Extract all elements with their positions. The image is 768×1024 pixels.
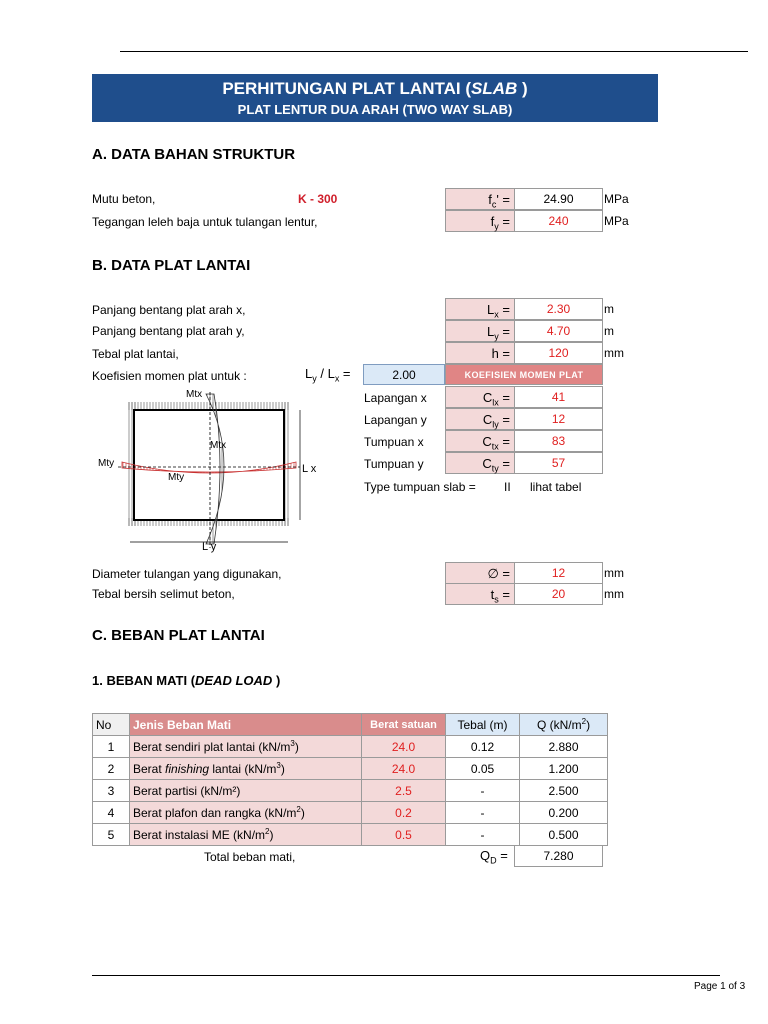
lx-unit: m xyxy=(604,302,614,316)
ts-unit: mm xyxy=(604,587,624,601)
ly-value[interactable]: 4.70 xyxy=(514,320,603,342)
cty-symbol: $C_{ty}$ = xyxy=(445,452,515,474)
diameter-symbol: ∅ = xyxy=(445,562,515,584)
fy-value[interactable]: 240 xyxy=(514,210,603,232)
fy-label: Tegangan leleh baja untuk tulangan lentur, xyxy=(92,215,318,229)
table-header-row xyxy=(93,714,608,736)
ly-label: Panjang bentang plat arah y, xyxy=(92,324,245,338)
lx-symbol: $L_x$ = xyxy=(445,298,515,320)
section-b-title: B. DATA PLAT LANTAI xyxy=(92,257,251,274)
header-tebal: Tebal (m) xyxy=(446,714,520,736)
qd-symbol: $Q_D$ = xyxy=(480,848,508,866)
page-number: Page 1 of 3 xyxy=(694,981,746,992)
table-row xyxy=(93,824,608,846)
table-row xyxy=(93,802,608,824)
koef-header: KOEFISIEN MOMEN PLAT xyxy=(445,364,603,385)
dead-load-table xyxy=(92,713,608,846)
slab-moment-diagram xyxy=(92,384,332,556)
ts-symbol: $t_s$ = xyxy=(445,583,515,605)
qd-value: 7.280 xyxy=(514,845,603,867)
mtx-mid-label: Mtx xyxy=(210,440,227,451)
fy-unit: MPa xyxy=(604,214,629,228)
table-row xyxy=(93,736,608,758)
row-no: 1 xyxy=(93,736,130,758)
type-tumpuan-note: lihat tabel xyxy=(530,480,582,494)
row-desc: Berat partisi (kN/m²) xyxy=(130,780,362,802)
total-beban-mati-label: Total beban mati, xyxy=(204,850,296,864)
row-q: 2.880 xyxy=(520,736,608,758)
clx-symbol: $C_{lx}$ = xyxy=(445,386,515,408)
coef-label-lapangan-x: Lapangan x xyxy=(364,391,427,405)
h-symbol: h = xyxy=(445,342,515,364)
ly-dim-label: L y xyxy=(202,541,217,553)
clx-value[interactable]: 41 xyxy=(514,386,603,408)
ctx-value[interactable]: 83 xyxy=(514,430,603,452)
diameter-label: Diameter tulangan yang digunakan, xyxy=(92,567,282,581)
title-banner xyxy=(92,74,658,122)
row-desc: Berat sendiri plat lantai $(kN/m^3)$ xyxy=(130,736,362,758)
fc-symbol: $f_c'$ = xyxy=(445,188,515,210)
row-berat[interactable]: 0.5 xyxy=(362,824,446,846)
selimut-label: Tebal bersih selimut beton, xyxy=(92,587,235,601)
h-value[interactable]: 120 xyxy=(514,342,603,364)
ctx-symbol: $C_{tx}$ = xyxy=(445,430,515,452)
row-no: 5 xyxy=(93,824,130,846)
row-q: 0.500 xyxy=(520,824,608,846)
row-berat[interactable]: 24.0 xyxy=(362,758,446,780)
row-q: 0.200 xyxy=(520,802,608,824)
ly-unit: m xyxy=(604,324,614,338)
mty-left-label: Mty xyxy=(98,458,115,469)
page-title: PERHITUNGAN PLAT LANTAI (SLAB ) xyxy=(222,79,528,98)
header-q: Q $(kN/m^2)$ xyxy=(520,714,608,736)
footer-rule xyxy=(92,975,720,976)
coef-label-tumpuan-x: Tumpuan x xyxy=(364,435,424,449)
row-berat[interactable]: 24.0 xyxy=(362,736,446,758)
page-subtitle: PLAT LENTUR DUA ARAH (TWO WAY SLAB) xyxy=(237,102,513,117)
row-tebal: - xyxy=(446,802,520,824)
coef-label-tumpuan-y: Tumpuan y xyxy=(364,457,424,471)
table-row xyxy=(93,758,608,780)
fy-symbol: $f_y$ = xyxy=(445,210,515,232)
header-rule xyxy=(120,51,748,52)
dead-load-title: 1. BEBAN MATI (DEAD LOAD ) xyxy=(92,673,281,688)
row-tebal: - xyxy=(446,824,520,846)
slab-outline xyxy=(134,410,284,520)
section-a-title: A. DATA BAHAN STRUKTUR xyxy=(92,146,296,163)
h-unit: mm xyxy=(604,346,624,360)
ts-value[interactable]: 20 xyxy=(514,583,603,605)
koef-label: Koefisien momen plat untuk : xyxy=(92,369,247,383)
coef-label-lapangan-y: Lapangan y xyxy=(364,413,427,427)
type-tumpuan-label: Type tumpuan slab = xyxy=(364,480,476,494)
diameter-unit: mm xyxy=(604,566,624,580)
header-berat: Berat satuan xyxy=(362,714,446,736)
row-q: 2.500 xyxy=(520,780,608,802)
lx-value[interactable]: 2.30 xyxy=(514,298,603,320)
row-q: 1.200 xyxy=(520,758,608,780)
lx-label: Panjang bentang plat arah x, xyxy=(92,303,246,317)
fc-unit: MPa xyxy=(604,192,629,206)
header-no: No xyxy=(93,714,130,736)
header-jenis: Jenis Beban Mati xyxy=(130,714,362,736)
ratio-symbol: $L_y / L_x$ = xyxy=(305,366,351,384)
fc-value[interactable]: 24.90 xyxy=(514,188,603,210)
row-no: 4 xyxy=(93,802,130,824)
mty-mid-label: Mty xyxy=(168,472,185,483)
lx-dim-label: L x xyxy=(302,463,317,475)
cly-value[interactable]: 12 xyxy=(514,408,603,430)
row-desc: Berat finishing lantai $(kN/m^3)$ xyxy=(130,758,362,780)
cty-value[interactable]: 57 xyxy=(514,452,603,474)
mutu-beton-value: K - 300 xyxy=(298,192,338,206)
diameter-value[interactable]: 12 xyxy=(514,562,603,584)
row-desc: Berat instalasi ME $(kN/m^2)$ xyxy=(130,824,362,846)
ratio-value: 2.00 xyxy=(363,364,445,385)
row-tebal: 0.12 xyxy=(446,736,520,758)
section-c-title: C. BEBAN PLAT LANTAI xyxy=(92,627,265,644)
row-tebal: 0.05 xyxy=(446,758,520,780)
row-no: 2 xyxy=(93,758,130,780)
row-berat[interactable]: 2.5 xyxy=(362,780,446,802)
h-label: Tebal plat lantai, xyxy=(92,347,179,361)
row-tebal: - xyxy=(446,780,520,802)
support-top xyxy=(128,402,290,410)
cly-symbol: $C_{ly}$ = xyxy=(445,408,515,430)
type-tumpuan-value: II xyxy=(504,480,511,494)
mtx-top-label: Mtx xyxy=(186,389,203,400)
row-no: 3 xyxy=(93,780,130,802)
row-berat[interactable]: 0.2 xyxy=(362,802,446,824)
row-desc: Berat plafon dan rangka $(kN/m^2)$ xyxy=(130,802,362,824)
ly-symbol: $L_y$ = xyxy=(445,320,515,342)
mutu-beton-label: Mutu beton, xyxy=(92,192,156,206)
table-row xyxy=(93,780,608,802)
